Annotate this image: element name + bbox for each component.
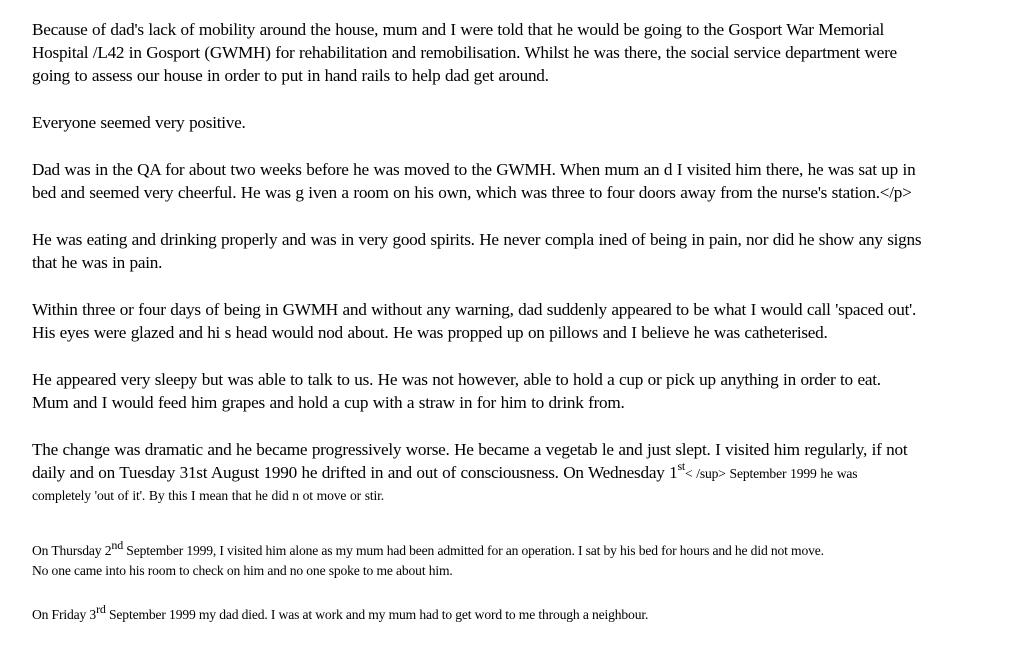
- text-line-small: completely 'out of it'. By this I mean that he did n ot move or stir.: [32, 488, 385, 503]
- ordinal-superscript: rd: [96, 602, 106, 616]
- text-segment: daily and on Tuesday 31st August 1990 he drifted in and out of consciousness. On Wednesday 1: [32, 463, 678, 482]
- document-body: [32, 18, 1022, 625]
- text-segment-small: < /sup> September 1999 he was: [684, 466, 858, 481]
- text-line: His eyes were glazed and hi s head would nod about. He was propped up on pillows and I believe he was catheterised.: [32, 323, 828, 342]
- text-line: bed and seemed very cheerful. He was g iven a room on his own, which was three to four doors away from the nurse's station.</p>: [32, 183, 912, 202]
- text-segment: September 1999 my dad died. I was at work and my mum had to get word to me through a neighbour.: [105, 607, 649, 622]
- ordinal-superscript: nd: [111, 538, 124, 552]
- text-line: No one came into his room to check on him and no one spoke to me about him.: [32, 563, 453, 578]
- text-line: Within three or four days of being in GWMH and without any warning, dad suddenly appeared to be what I would call 'spaced out'.: [32, 300, 917, 319]
- text-line: Hospital /L42 in Gosport (GWMH) for rehabilitation and remobilisation. Whilst he was there, the social service department were: [32, 43, 897, 62]
- ordinal-superscript: st: [677, 459, 685, 473]
- text-line: The change was dramatic and he became progressively worse. He became a vegetab le and just slept. I visited him regularly, if not: [32, 440, 908, 459]
- text-segment: September 1999, I visited him alone as my mum had been admitted for an operation. I sat by his bed for hours and he did not move.: [123, 543, 824, 558]
- paragraph-moved-to-gwmh: [32, 158, 1022, 204]
- paragraph-thursday: [32, 538, 1022, 581]
- paragraph-good-spirits: [32, 228, 1022, 274]
- text-line-mixed: [32, 602, 1022, 625]
- text-line: that he was in pain.: [32, 253, 163, 272]
- text-segment: On Friday 3: [32, 607, 97, 622]
- text-line: He appeared very sleepy but was able to talk to us. He was not however, able to hold a cup or pick up anything in order to eat.: [32, 370, 881, 389]
- paragraph-positive: [32, 111, 1022, 134]
- paragraph-spaced-out: [32, 298, 1022, 344]
- text-line: Dad was in the QA for about two weeks before he was moved to the GWMH. When mum an d I visited him there, he was sat up in: [32, 160, 916, 179]
- text-line: Because of dad's lack of mobility around the house, mum and I were told that he would be going to the Gosport War Memorial: [32, 20, 885, 39]
- text-line-mixed: [32, 461, 1022, 485]
- paragraph-progressively-worse: [32, 438, 1022, 507]
- text-segment: On Thursday 2: [32, 543, 112, 558]
- text-line: Mum and I would feed him grapes and hold a cup with a straw in for him to drink from.: [32, 393, 625, 412]
- text-line: going to assess our house in order to put in hand rails to help dad get around.: [32, 66, 549, 85]
- text-line-mixed: [32, 538, 1022, 561]
- paragraph-rehabilitation: [32, 18, 1022, 87]
- text-line: He was eating and drinking properly and was in very good spirits. He never compla ined of being in pain, nor did he show any signs: [32, 230, 922, 249]
- text-line: Everyone seemed very positive.: [32, 113, 246, 132]
- paragraph-sleepy: [32, 368, 1022, 414]
- paragraph-friday: [32, 602, 1022, 625]
